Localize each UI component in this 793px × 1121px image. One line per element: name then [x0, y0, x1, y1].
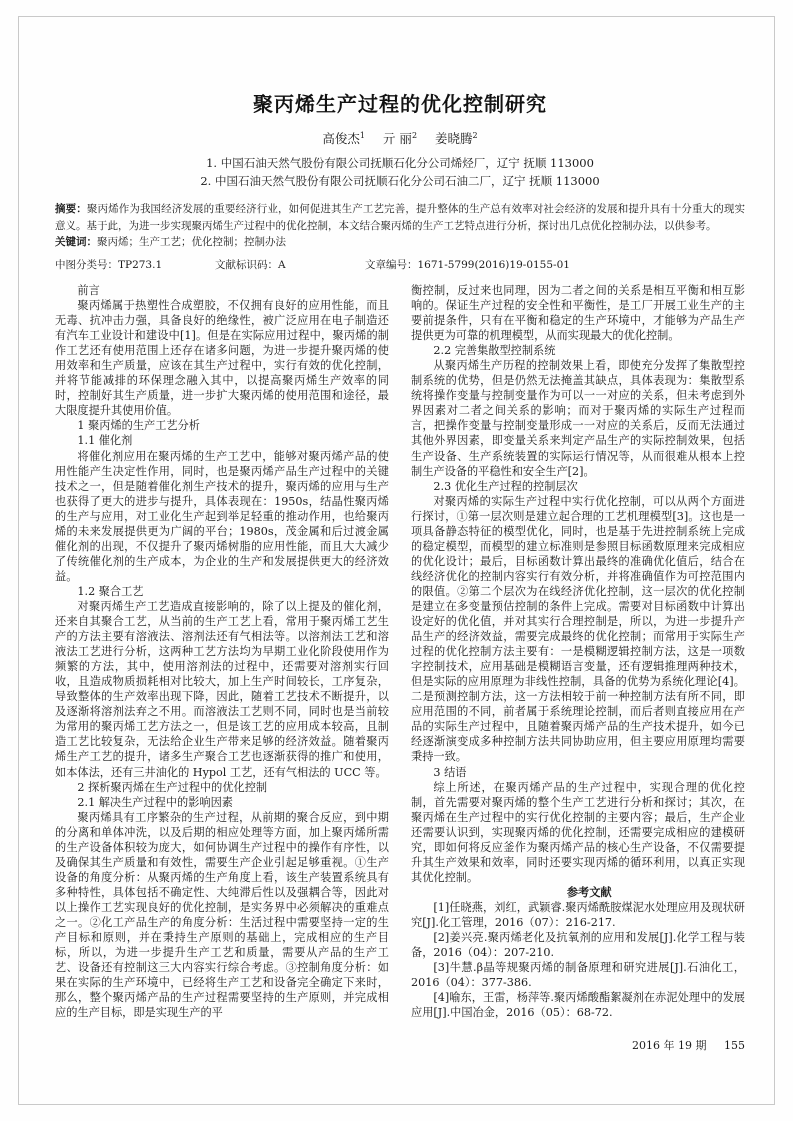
section-heading-2-1: 2.1 解决生产过程中的影响因素: [77, 795, 233, 809]
section-heading-2-2: 2.2 完善集散型控制系统: [433, 344, 556, 358]
author-1: 高俊杰$^1$: [322, 130, 365, 146]
reference-item: [4]喻东，王雷，杨萍等.聚丙烯酸酯絮凝剂在赤泥处理中的发展应用[J].中国冶金，2016（05）：68-72.: [411, 991, 745, 1020]
document-code: 文献标识码：A: [215, 258, 286, 271]
body-columns: [55, 283, 745, 1020]
abstract-block: [55, 201, 745, 273]
reference-item: [1]任晓燕，刘红，武颖睿.聚丙烯酰胺煤泥水处理应用及现状研究[J].化工管理，2016（07）：216-217.: [411, 900, 745, 929]
keywords-label: 关键词：: [55, 236, 97, 248]
abstract-text: 聚丙烯作为我国经济发展的重要经济行业，如何促进其生产工艺完善，提升整体的生产总有效率对社会经济的发展和提升具有十分重大的现实意义。基于此，为进一步实现聚丙烯生产过程中的优化控制，本文结合聚丙烯的生产工艺特点进行分析，探讨出几点优化控制办法，以供参考。: [55, 203, 746, 232]
author-2: 亓 丽$^2$: [382, 130, 418, 146]
affiliation-2: 2. 中国石油天然气股份有限公司抚顺石化分公司石油二厂，辽宁 抚顺 113000: [200, 174, 600, 188]
section-heading-1: 1 聚丙烯的生产工艺分析: [77, 419, 200, 433]
right-column: [411, 283, 745, 1020]
footer-issue: 2016 年 19 期: [632, 1039, 707, 1052]
article-id: 文章编号：1671-5799(2016)19-0155-01: [365, 258, 570, 271]
author-list: [55, 129, 745, 147]
section-heading-preface: 前言: [77, 284, 100, 297]
author-3: 姜晓腾$^2$: [435, 130, 478, 146]
paragraph: 综上所述，在聚丙烯产品的生产过程中，实现合理的优化控制，首先需要对聚丙烯的整个生产工艺进行分析和探讨；其次，在聚丙烯在生产过程中的实行优化控制的主要内容；最后，生产企业还需要认识到，实现聚丙烯的优化控制，还需要完成相应的建模研究，即如何将反应釜作为聚丙烯产品的核心生产设备，不仅需要提升其生产效果和效率，同时还要实现丙烯的循环利用，以真正实现其优化控制。: [411, 780, 745, 884]
page-content: [55, 88, 745, 1020]
section-heading-2-3: 2.3 优化生产过程的控制层次: [433, 479, 578, 493]
section-heading-2: 2 探析聚丙烯在生产过程中的优化控制: [77, 780, 268, 794]
keywords-paragraph: [55, 234, 745, 251]
paragraph: 对聚丙烯的实际生产过程中实行优化控制，可以从两个方面进行探讨，①第一层次则是建立起合理的工艺机理模型[3]。这也是一项具备静态特征的模型优化，同时，也是基于先进控制系统上完成的稳定模型，而模型的建立标准则是参照目标函数原理来完成相应的优化设计；最后，目标函数计算出最终的准确优化值后，结合在线经济优化的控制内容实行有效分析，并将准确值作为可控范围内的限值。②第二个层次为在线经济优化控制，这一层次的优化控制是建立在多变量预估控制的条件上完成。需要对目标函数中计算出设定好的优化值，并对其实行合理控制是，所以，为进一步提升产品生产的经济效益，需要完成最终的优化控制；而常用于实际生产过程的优化控制方法主要有：一是模糊逻辑控制方法，这是一项数字控制技术，应用基础是模糊语言变量，还有逻辑推理两种技术，但是实际的应用原理为非线性控制，具备的优势为系统化理论[4]。二是预测控制方法，这一方法相较于前一种控制方法有所不同，即应用范围的不同，前者属于系统理论控制，而后者则直接应用在产品的实际生产过程中，且随着聚丙烯产品的生产技术提升，如今已经逐渐演变成多种控制方法共同协助应用，但主要应用原理均需要秉持一致。: [411, 494, 745, 764]
section-heading-3: 3 结语: [433, 765, 467, 779]
paragraph: 从聚丙烯生产历程的控制效果上看，即使充分发挥了集散型控制系统的优势，但是仍然无法掩盖其缺点，具体表现为：集散型系统将操作变量与控制变量作为可以一一对应的关系，但未考虑到外界因素对二者之间关系的影响；而对于聚丙烯的实际生产过程而言，把操作变量与控制变量形成一一对应的关系后，反而无法通过其他外界因素，即变量关系来判定产品生产的实际控制效果，包括生产设备、生产系统装置的实际运行情况等，从而很难从根本上控制生产设备的平稳性和安全生产[2]。: [411, 359, 745, 478]
section-heading-1-2: 1.2 聚合工艺: [77, 584, 144, 598]
page-title: 聚丙烯生产过程的优化控制研究: [253, 92, 547, 116]
page-footer: [0, 1037, 793, 1053]
reference-item: [3]牛慧.β晶等规聚丙烯的制备原理和研究进展[J].石油化工，2016（04）：377-386.: [411, 961, 745, 990]
affiliation-list: [55, 154, 745, 190]
left-column: [55, 283, 389, 1020]
clc-number: 中图分类号：TP273.1: [55, 258, 163, 271]
footer-page-number: 155: [724, 1039, 745, 1052]
section-heading-1-1: 1.1 催化剂: [77, 434, 133, 448]
references-heading: 参考文献: [566, 884, 612, 899]
abstract-paragraph: [55, 201, 745, 234]
affiliation-1: 1. 中国石油天然气股份有限公司抚顺石化分公司烯烃厂，辽宁 抚顺 113000: [206, 156, 594, 170]
keywords-text: 聚丙烯；生产工艺；优化控制；控制办法: [97, 236, 286, 248]
reference-item: [2]姜兴亮.聚丙烯老化及抗氧剂的应用和发展[J].化学工程与装备，2016（04）：207-210.: [411, 931, 745, 960]
paragraph: 聚丙烯属于热塑性合成塑胶，不仅拥有良好的应用性能，而且无毒、抗冲击力强，具备良好的绝缘性，被广泛应用在电子制造还有汽车工业设计和建设中[1]。但是在实际应用过程中，聚丙烯的制作工艺还有使用范围上还存在诸多问题，为进一步提升聚丙烯的使用效率和生产质量，应该在其生产过程中，实行有效的优化控制，并将节能减排的环保理念融入其中，以提高聚丙烯生产效率的同时，控制好其生产质量，进一步扩大聚丙烯的使用范围和途径，最大限度提升其使用价值。: [55, 299, 389, 418]
classification-line: [55, 257, 745, 274]
paragraph: 对聚丙烯生产工艺造成直接影响的，除了以上提及的催化剂，还来自其聚合工艺，从当前的生产工艺上看，常用于聚丙烯工艺生产的方法主要有溶液法、溶剂法还有气相法等。以溶剂法工艺和溶液法工艺进行分析，这两种工艺方法均为早期工业化阶段使用作为频繁的方法，其中，使用溶剂法的过程中，还需要对溶剂实行回收，且造成物质损耗相对比较大，加上生产时间较长，工序复杂，导致整体的生产效率出现下降，因此，随着工艺技术不断提升，以及逐渐将溶剂法弃之不用。而溶液法工艺则不同，同时也是当前较为常用的聚丙烯工艺方法之一，但是该工艺的应用成本较高，且制造工艺比较复杂，无法给企业生产带来足够的经济效益。随着聚丙烯生产工艺的提升，诸多生产聚合工艺也逐渐获得的推广和使用，如本体法，还有三井油化的 Hypol 工艺，还有气相法的 UCC 等。: [55, 599, 389, 779]
paragraph: 聚丙烯具有工序繁杂的生产过程，从前期的聚合反应，到中期的分离和单体冲洗，以及后期的相应处理等方面，加上聚丙烯所需的生产设备体积较为庞大，如何协调生产过程中的操作有序性，以及确保其生产质量和有效性，需要生产企业引起足够重视。①生产设备的角度分析：从聚丙烯的生产角度上看，该生产装置系统具有多种特性，具体包括不确定性、大纯滞后性以及强耦合等，因此对以上操作工艺实现良好的优化控制，是实务界中必须解决的重难点之一。②化工产品生产的角度分析：生活过程中需要坚持一定的生产目标和原则，并在秉持生产原则的基础上，完成相应的生产目标，所以，为进一步提升生产工艺和质量，需要从产品的生产工艺、设备还有控制这三大内容实行综合考虑。③控制角度分析：如果在实际的生产环境中，已经将生产工艺和设备完全确定下来时，那么，整个聚丙烯产品的生产过程需要坚持的生产原则，并完成相应的生产目标，即是实现生产的平: [55, 810, 389, 1020]
paragraph: 将催化剂应用在聚丙烯的生产工艺中，能够对聚丙烯产品的使用性能产生决定性作用，同时，也是聚丙烯产品生产过程中的关键技术之一，但是随着催化剂生产技术的提升，聚丙烯的应用与生产也获得了更大的进步与提升，具体表现在：1950s，结晶性聚丙烯的生产与应用，对工业化生产起到举足轻重的推动作用，也给聚丙烯的未来发展提供更为广阔的平台；1980s，茂金属和后过渡金属催化剂的出现，不仅提升了聚丙烯树脂的应用性能，而且大大减少了传统催化剂的生产成本，为企业的生产和发展提供更大的经济效益。: [55, 449, 389, 583]
abstract-label: 摘要：: [55, 203, 87, 215]
paragraph: 衡控制，反过来也同理，因为二者之间的关系是相互平衡和相互影响的。保证生产过程的安全性和平衡性，是工厂开展工业生产的主要前提条件，只有在平衡和稳定的生产环境中，才能够为产品生产提供更为可靠的机理模型，从而实现最大的优化控制。: [411, 284, 745, 343]
